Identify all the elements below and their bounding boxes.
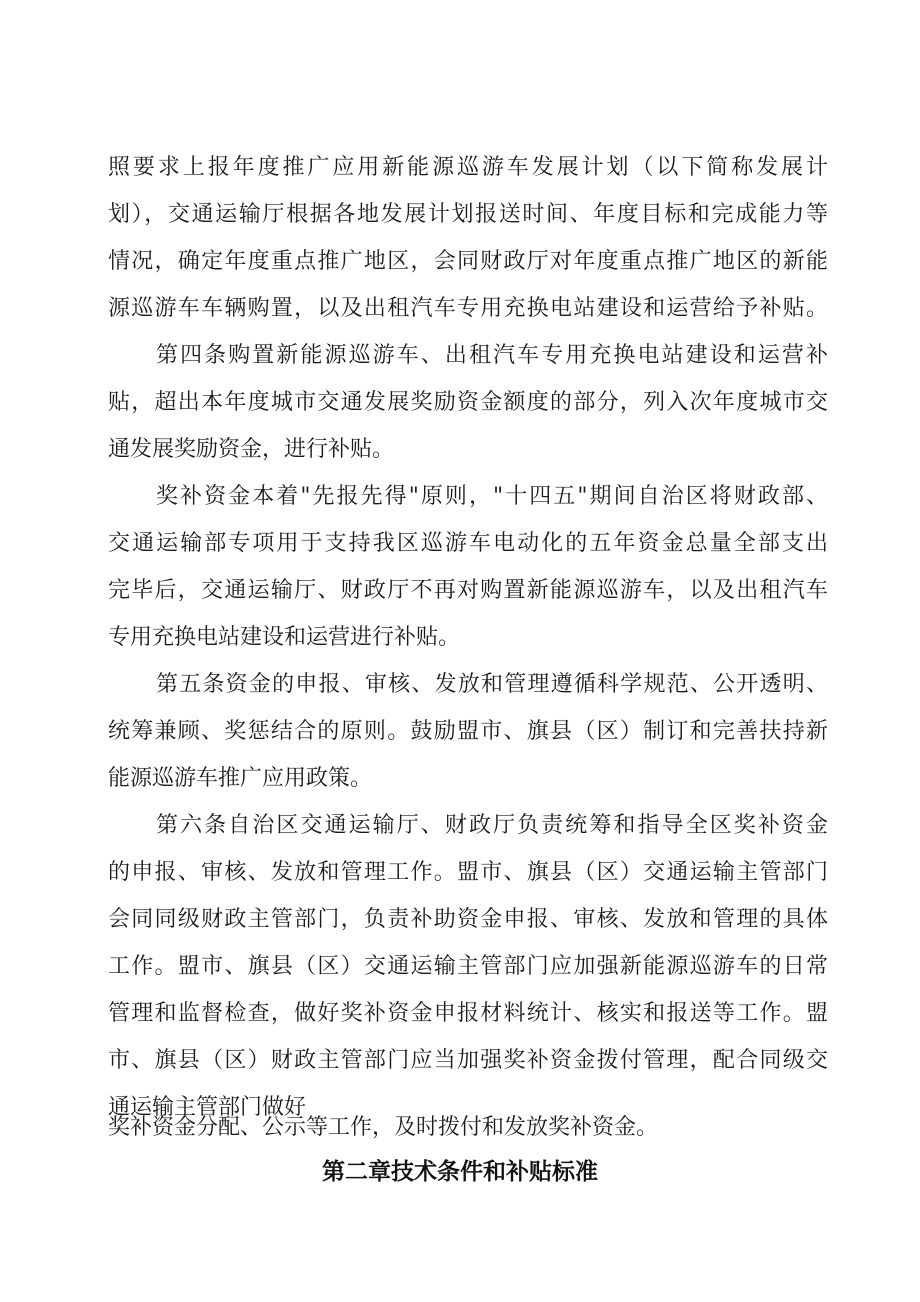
paragraph-line: 通运输主管部门做好 (108, 1095, 307, 1120)
paragraph-line: 能源巡游车推广应用政策。 (108, 766, 373, 791)
paragraph-line: 专用充换电站建设和运营进行补贴。 (108, 625, 461, 650)
paragraph-line: 完毕后，交通运输厅、财政厅不再对购置新能源巡游车，以及出租汽车 (108, 578, 828, 603)
paragraph-line: 照要求上报年度推广应用新能源巡游车发展计划（以下简称发展计 (108, 155, 828, 180)
paragraph-line: 通发展奖励资金，进行补贴。 (108, 437, 395, 462)
paragraph-line: 市、旗县（区）财政主管部门应当加强奖补资金拨付管理，配合同级交 (108, 1048, 828, 1073)
paragraph-line: 会同同级财政主管部门，负责补助资金申报、审核、发放和管理的具体 (108, 907, 828, 932)
paragraph-line: 划），交通运输厅根据各地发展计划报送时间、年度目标和完成能力等 (108, 202, 828, 227)
paragraph-line: 工作。盟市、旗县（区）交通运输主管部门应加强新能源巡游车的日常 (108, 954, 828, 979)
paragraph-line: 统筹兼顾、奖惩结合的原则。鼓励盟市、旗县（区）制订和完善扶持新 (108, 719, 828, 744)
paragraph-line: 情况，确定年度重点推广地区，会同财政厅对年度重点推广地区的新能 (108, 249, 828, 274)
paragraph-line: 奖补资金本着"先报先得"原则，"十四五"期间自治区将财政部、 (156, 484, 828, 509)
paragraph-line: 的申报、审核、发放和管理工作。盟市、旗县（区）交通运输主管部门 (108, 860, 828, 885)
chapter-heading: 第二章技术条件和补贴标准 (322, 1159, 598, 1185)
paragraph-line: 管理和监督检查，做好奖补资金申报材料统计、核实和报送等工作。盟 (108, 1001, 828, 1026)
paragraph-line: 第五条资金的申报、审核、发放和管理遵循科学规范、公开透明、 (156, 672, 828, 697)
paragraph-line: 第六条自治区交通运输厅、财政厅负责统筹和指导全区奖补资金 (156, 813, 828, 838)
paragraph-line: 奖补资金分配、公示等工作，及时拨付和发放奖补资金。 (108, 1115, 659, 1140)
paragraph-line: 交通运输部专项用于支持我区巡游车电动化的五年资金总量全部支出 (108, 531, 828, 556)
paragraph-line: 贴，超出本年度城市交通发展奖励资金额度的部分，列入次年度城市交 (108, 390, 828, 415)
paragraph-line: 第四条购置新能源巡游车、出租汽车专用充换电站建设和运营补 (156, 343, 828, 368)
paragraph-line: 源巡游车车辆购置，以及出租汽车专用充换电站建设和运营给予补贴。 (108, 296, 828, 321)
